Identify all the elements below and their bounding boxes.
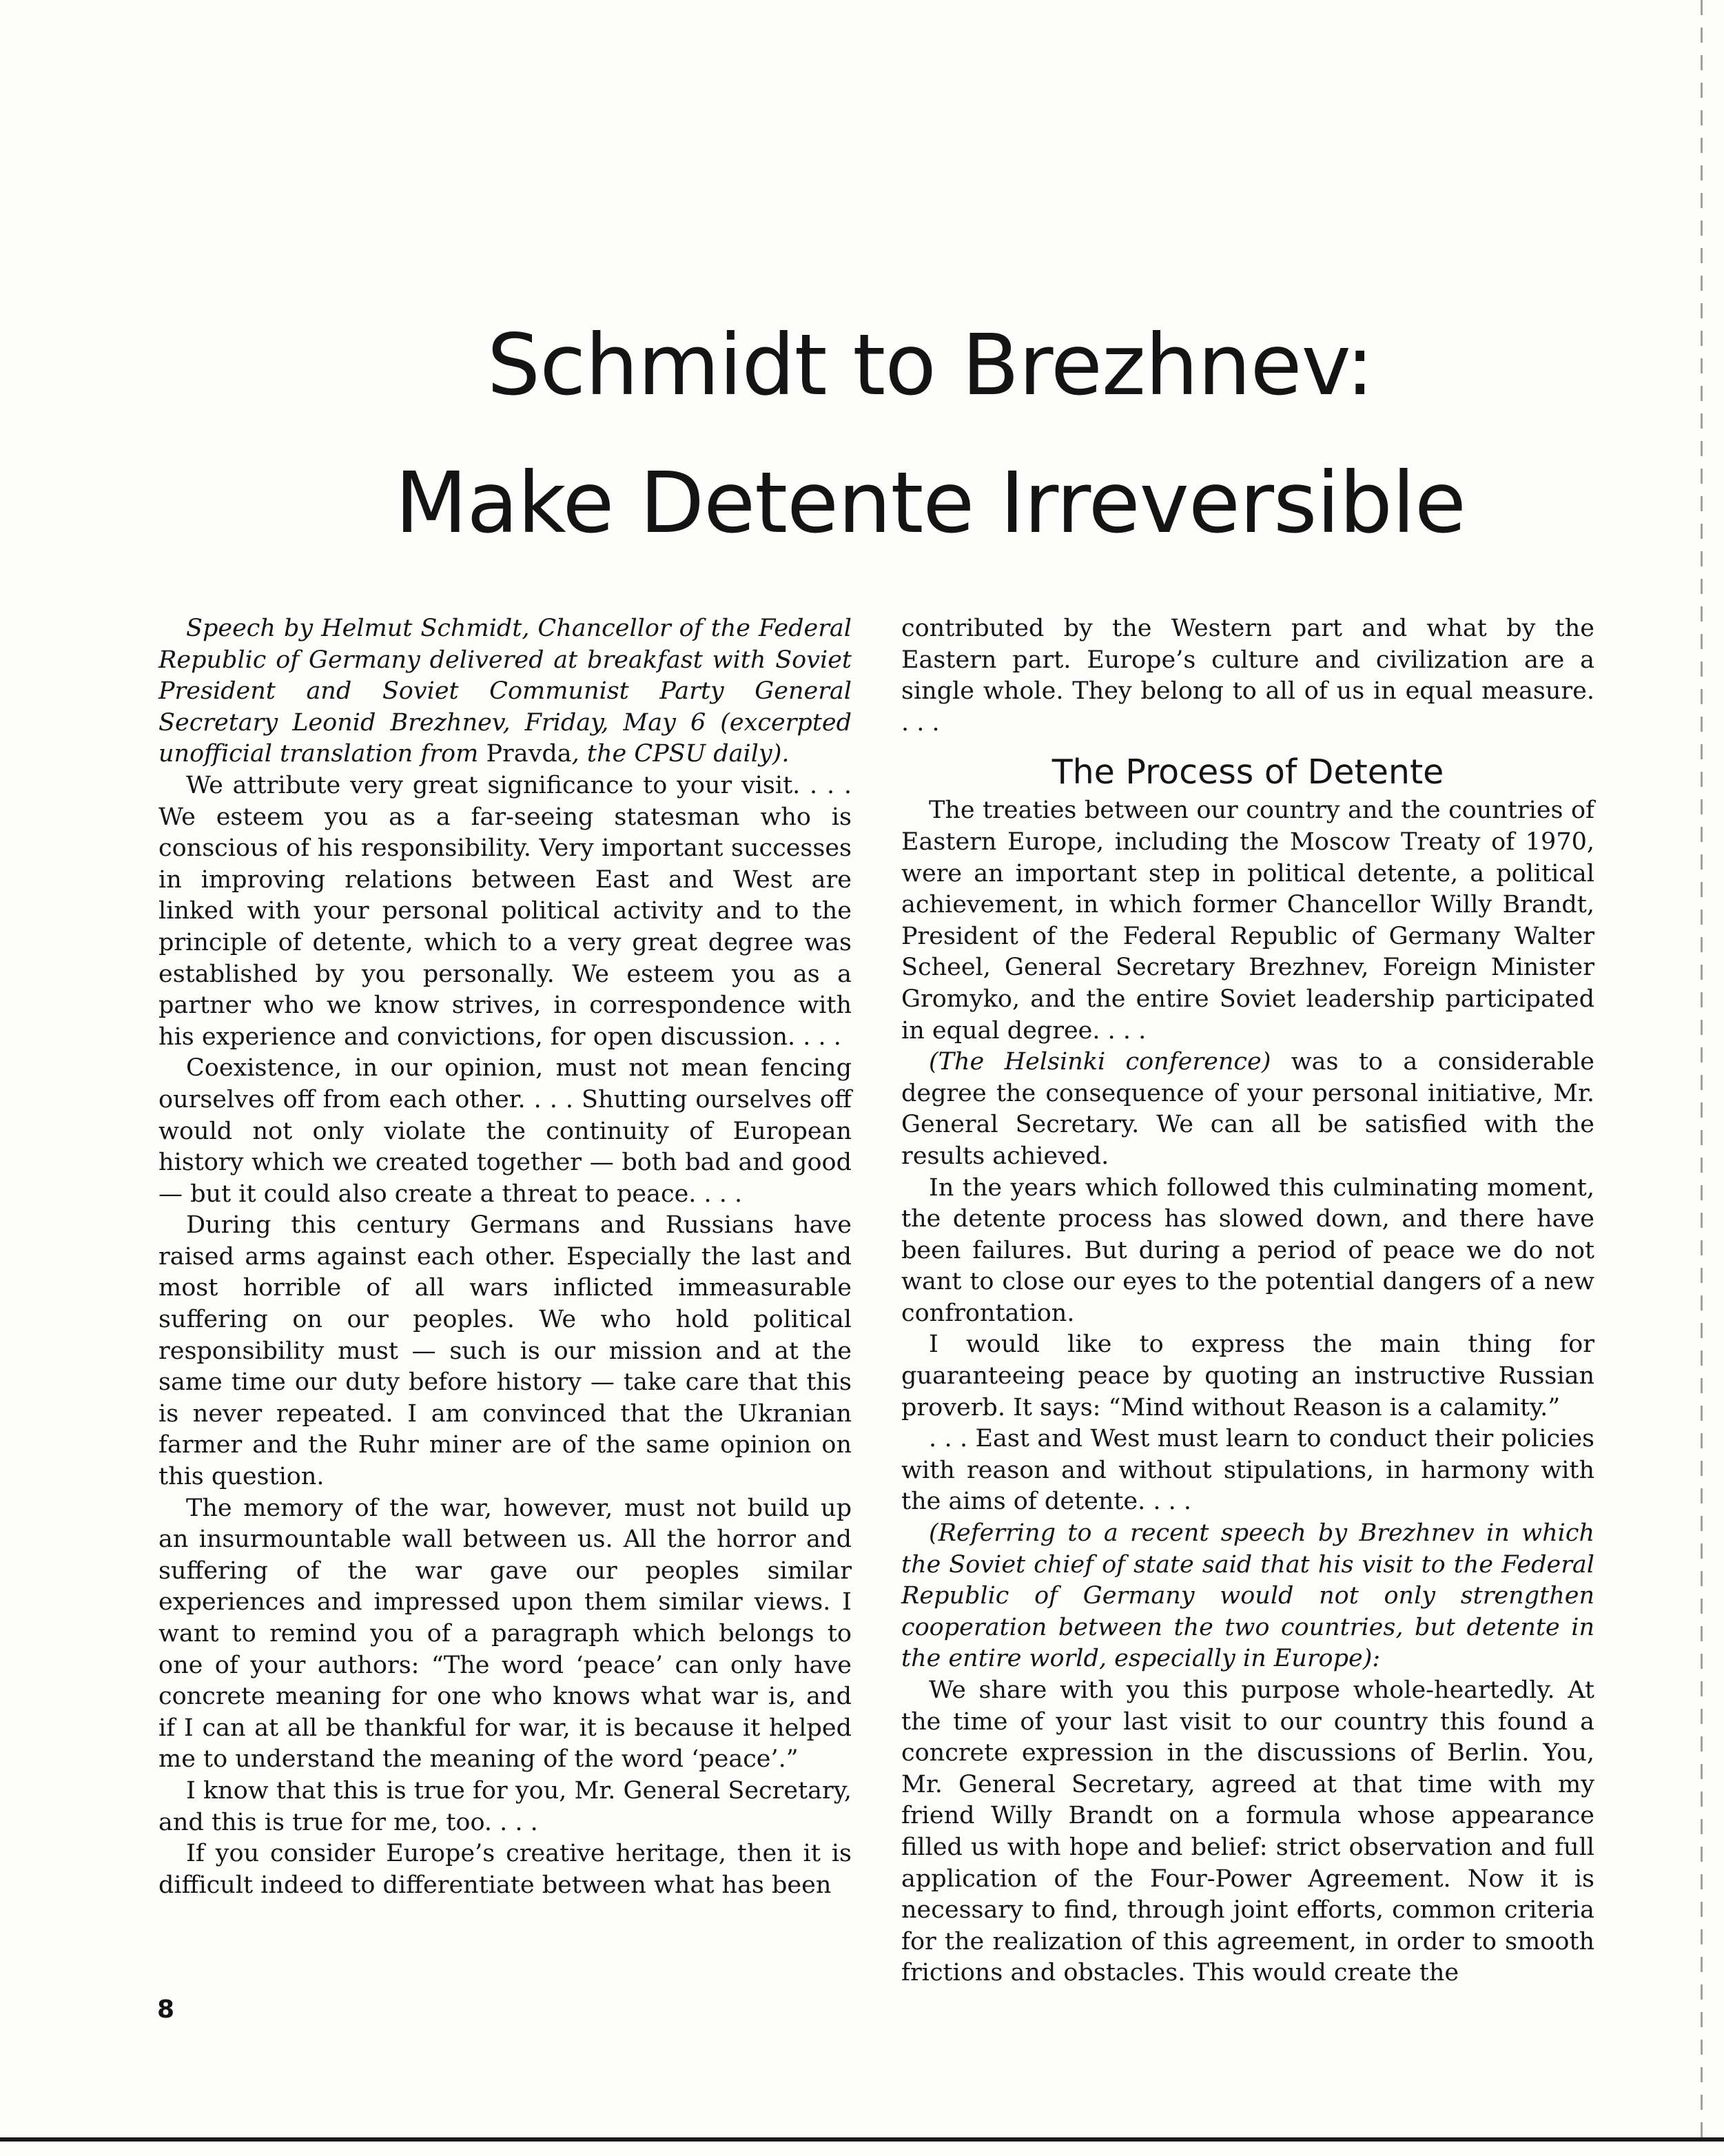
intro-source: Pravda — [486, 740, 572, 768]
body-paragraph-continued: contributed by the Western part and what by the Eastern part. Europe’s culture and civilization are a single whole. They belong to all of us in equal measure. . . . — [901, 615, 1594, 737]
body-paragraph: I know that this is true for you, Mr. General Secretary, and this is true for me, too. . . . — [158, 1776, 852, 1836]
body-paragraph: The memory of the war, however, must not build up an insurmountable wall between us. All the horror and suffering of the war gave our peoples similar experiences and impressed upon them similar views. I want to remind you of a paragraph which belongs to one of your authors: “The word ‘peace’ can only have concrete meaning for one who knows what war is, and if I can at all be thankful for war, it is because it helped me to understand the meaning of the word ‘peace’.” — [158, 1494, 852, 1774]
body-paragraph: If you consider Europe’s creative heritage, then it is difficult indeed to differentiate between what has been — [158, 1840, 852, 1899]
body-paragraph: We share with you this purpose whole-heartedly. At the time of your last visit to our country this found a concrete expression in the discussions of Berlin. You, Mr. General Secretary, agreed at that time with my friend Willy Brandt on a formula whose appearance filled us with hope and belief: strict observation and full application of the Four-Power Agreement. Now it is necessary to find, through joint efforts, common criteria for the realization of this agreement, in order to smooth frictions and obstacles. This would create the — [901, 1676, 1594, 1987]
body-paragraph: The treaties between our country and the countries of Eastern Europe, including the Moscow Treaty of 1970, were an important step in political detente, a political achievement, in which former Chancellor Willy Brandt, President of the Federal Republic of Germany Walter Scheel, General Secretary Brezhnev, Foreign Minister Gromyko, and the entire Soviet leadership participated in equal degree. . . . — [901, 797, 1594, 1045]
body-paragraph: I would like to express the main thing for guaranteeing peace by quoting an instructive Russian proverb. It says: “Mind without Reason is a calamity.” — [901, 1331, 1594, 1421]
paragraph-text: was to a considerable degree the consequence of your personal initiative, Mr. General Secretary. We can all be satisfied with the results achieved. — [901, 1048, 1594, 1170]
intro-note — [158, 613, 852, 770]
section-heading: The Process of Detente — [1051, 752, 1444, 792]
intro-text: Speech by Helmut Schmidt, Chancellor of the Federal Republic of Germany delivered at breakfast with Soviet President and Soviet Communist Party General Secretary Leonid Brezhnev, Friday, May 6 (excerpted unofficial translation from — [158, 615, 852, 768]
body-paragraph: Coexistence, in our opinion, must not mean fencing ourselves off from each other. . . . Shutting ourselves off would not only violate the continuity of European history which we created together — both bad and good — but it could also create a threat to peace. . . . — [158, 1054, 852, 1208]
page-number: 8 — [157, 1995, 175, 2024]
editorial-note: (Referring to a recent speech by Brezhnev in which the Soviet chief of state said that his visit to the Federal Republic of Germany would not only strengthen cooperation between the two countries, but detente in the entire world, especially in Europe): — [901, 1519, 1594, 1673]
right-column — [901, 613, 1594, 1989]
title-line-2: Make Detente Irreversible — [395, 454, 1466, 552]
title-line-1: Schmidt to Brezhnev: — [486, 316, 1374, 414]
italic-aside: (The Helsinki conference) — [929, 1048, 1271, 1076]
bottom-rule — [0, 2137, 1724, 2142]
body-paragraph: During this century Germans and Russians have raised arms against each other. Especially the last and most horrible of all wars inflicted immeasurable suffering on our peoples. We who hold political responsibility must — such is our mission and at the same time our duty before history — take care that this is never repeated. I am convinced that the Ukranian farmer and the Ruhr miner are of the same opinion on this question. — [158, 1211, 852, 1491]
scan-edge-line — [1701, 0, 1703, 2143]
body-paragraph: We attribute very great significance to your visit. . . . We esteem you as a far-seeing statesman who is conscious of his responsibility. Very important successes in improving relations between East and West are linked with your personal political activity and to the principle of detente, which to a very great degree was established by you personally. We esteem you as a partner who we know strives, in correspondence with his experience and convictions, for open discussion. . . . — [158, 771, 852, 1051]
left-column — [158, 613, 852, 1901]
article-title — [276, 296, 1585, 572]
body-paragraph — [901, 1047, 1594, 1172]
body-paragraph: In the years which followed this culminating moment, the detente process has slowed down, and there have been failures. But during a period of peace we do not want to close our eyes to the potential dangers of a new confrontation. — [901, 1173, 1594, 1327]
body-paragraph: . . . East and West must learn to conduct their policies with reason and without stipulations, in harmony with the aims of detente. . . . — [901, 1425, 1594, 1516]
intro-text-end: , the CPSU daily). — [571, 740, 790, 768]
